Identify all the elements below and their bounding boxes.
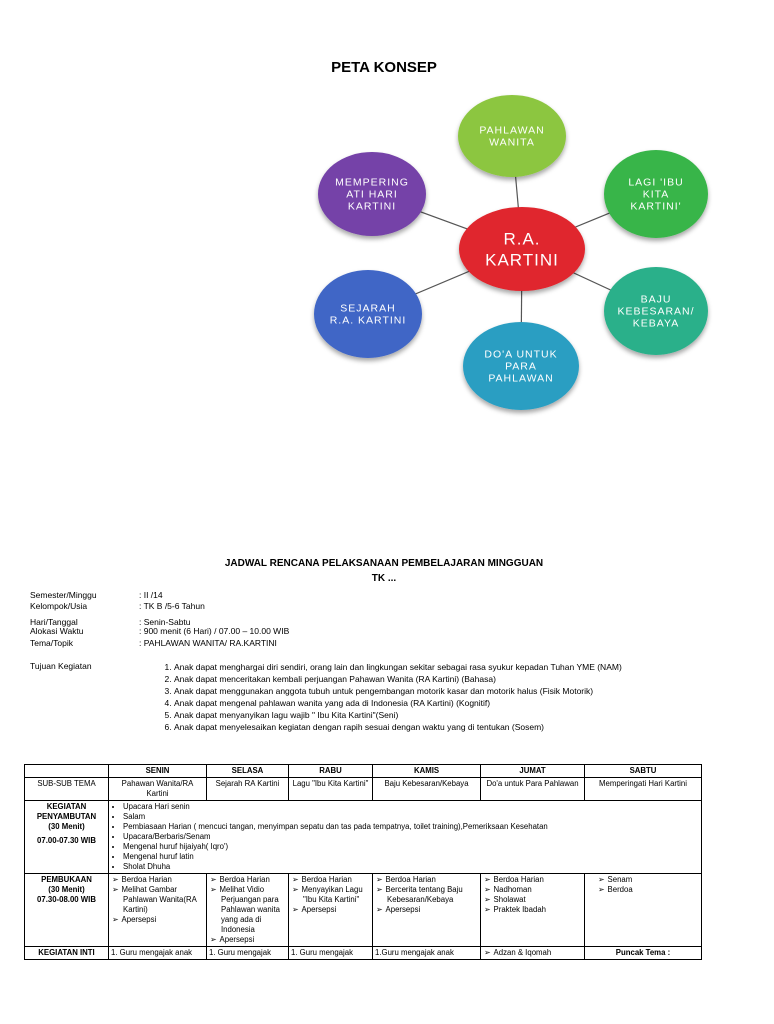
list-item: ➢ Nadhoman <box>495 885 582 895</box>
subtema-cell: Memperingati Hari Kartini <box>585 778 702 801</box>
goal-item: 6. Anak dapat menyelesaikan kegiatan dengan rapih sesuai dengan waktu yang di tentukan (Sosem) <box>174 721 774 733</box>
list-item: ➢ Bercerita tentang Baju Kebesaran/Kebaya <box>387 885 478 905</box>
label-line: KEGIATAN <box>46 802 87 811</box>
header-day: SABTU <box>585 765 702 778</box>
label-line: PENYAMBUTAN <box>36 812 97 821</box>
schedule-subtitle: TK ... <box>371 573 397 584</box>
list-item: ➢ Menyayikan Lagu "Ibu Kita Kartini" <box>303 885 370 905</box>
node-bottom-label: PAHLAWAN <box>488 372 554 385</box>
pembukaan-cell-senin <box>109 874 207 947</box>
node-bottom-left-label: SEJARAH <box>340 302 396 315</box>
goal-item: 3. Anak dapat menggunakan anggota tubuh untuk pengembangan motorik kasar dan motorik halus (Fisik Motorik) <box>174 685 774 697</box>
list-item: ➢ Berdoa Harian <box>123 875 204 885</box>
activity-list <box>587 875 699 895</box>
pembukaan-cell-sabtu <box>585 874 702 947</box>
label-line: (30 Menit) <box>48 885 85 894</box>
list-item: ➢ Senam <box>609 875 699 885</box>
inti-cell: 1. Guru mengajak anak <box>109 947 207 960</box>
meta-value-semester: : II /14 <box>139 590 163 600</box>
list-item: • Sholat Dhuha <box>123 862 699 872</box>
header-day: SENIN <box>109 765 207 778</box>
node-top-left <box>318 152 426 236</box>
penyambutan-list <box>111 802 699 872</box>
list-item: • Mengenal huruf latin <box>123 852 699 862</box>
inti-cell <box>481 947 585 960</box>
row-label-subtema: SUB-SUB TEMA <box>25 778 109 801</box>
list-item: ➢ Berdoa Harian <box>495 875 582 885</box>
node-top-right-label: KITA <box>642 188 670 201</box>
node-top-right-label: KARTINI' <box>630 200 682 213</box>
meta-label-tema: Tema/Topik <box>30 638 73 648</box>
node-bottom-right-label: KEBESARAN/ <box>617 305 695 318</box>
list-item: ➢ Praktek Ibadah <box>495 905 582 915</box>
activity-list <box>291 875 370 915</box>
node-top-left-label: ATI HARI <box>346 188 398 201</box>
list-item: • Pembiasaan Harian ( mencuci tangan, menyimpan sepatu dan tas pada tempatnya, toilet training),Pemeriksaan Kesehatan <box>123 822 699 832</box>
node-center-shape <box>459 207 585 291</box>
goals-list <box>158 661 774 733</box>
activity-list <box>375 875 478 915</box>
penyambutan-cell <box>109 801 702 874</box>
list-item: ➢ Sholawat <box>495 895 582 905</box>
node-top <box>458 95 566 177</box>
inti-cell: 1. Guru mengajak <box>207 947 289 960</box>
meta-value-tema: : PAHLAWAN WANITA/ RA.KARTINI <box>139 638 277 648</box>
subtema-cell: Do'a untuk Para Pahlawan <box>481 778 585 801</box>
label-line: (30 Menit) <box>48 822 85 831</box>
node-center <box>459 207 585 291</box>
node-bottom-left <box>314 270 422 358</box>
list-item: ➢ Apersepsi <box>123 915 204 925</box>
meta-value-hari: : Senin-Sabtu <box>139 617 191 627</box>
goal-item: 5. Anak dapat menyanyikan lagu wajib " Ibu Kita Kartini"(Seni) <box>174 709 774 721</box>
pembukaan-cell-rabu <box>289 874 373 947</box>
node-top-label: WANITA <box>489 136 535 149</box>
table-row <box>25 801 702 874</box>
node-center-label: R.A. <box>503 229 541 249</box>
pembukaan-cell-jumat <box>481 874 585 947</box>
header-day: SELASA <box>207 765 289 778</box>
list-item: ➢ Apersepsi <box>221 935 286 945</box>
row-label-inti: KEGIATAN INTI <box>25 947 109 960</box>
schedule-title: JADWAL RENCANA PELAKSANAAN PEMBELAJARAN MINGGUAN <box>224 558 544 569</box>
list-item: ➢ Melihat Gambar Pahlawan Wanita(RA Kartini) <box>123 885 204 915</box>
node-top-left-label: MEMPERING <box>335 176 409 189</box>
node-center-label: KARTINI <box>485 250 559 270</box>
node-bottom-left-label: R.A. KARTINI <box>329 314 407 327</box>
label-line: PEMBUKAAN <box>41 875 92 884</box>
node-top-label: PAHLAWAN <box>479 124 545 137</box>
row-label-penyambutan <box>25 801 109 874</box>
meta-label-semester: Semester/Minggu <box>30 590 97 600</box>
list-item: • Upacara/Berbaris/Senam <box>123 832 699 842</box>
subtema-cell: Pahawan Wanita/RA Kartini <box>109 778 207 801</box>
node-bottom-right-label: BAJU <box>640 293 672 306</box>
concept-map <box>310 92 695 412</box>
activity-list <box>111 875 204 925</box>
header-empty <box>25 765 109 778</box>
list-item: ➢ Berdoa Harian <box>221 875 286 885</box>
header-day: RABU <box>289 765 373 778</box>
table-header-row <box>25 765 702 778</box>
goal-item: 4. Anak dapat mengenal pahlawan wanita yang ada di Indonesia (RA Kartini) (Kognitif) <box>174 697 774 709</box>
label-line: 07.00-07.30 WIB <box>37 836 96 845</box>
header-day: KAMIS <box>373 765 481 778</box>
activity-list <box>209 875 286 945</box>
goal-item: 1. Anak dapat menghargai diri sendiri, orang lain dan lingkungan sekitar sebagai rasa syukur kepadan Tuhan YME (NAM) <box>174 661 774 673</box>
inti-cell: Puncak Tema : <box>585 947 702 960</box>
meta-label-alokasi: Alokasi Waktu <box>30 626 84 636</box>
table-row <box>25 947 702 960</box>
node-bottom-label: PARA <box>505 360 537 373</box>
schedule-table <box>24 764 702 960</box>
node-bottom-right <box>604 267 708 355</box>
meta-value-kelompok: : TK B /5-6 Tahun <box>139 601 205 611</box>
node-top-right <box>604 150 708 238</box>
goal-item: 2. Anak dapat menceritakan kembali perjuangan Pahawan Wanita (RA Kartini) (Bahasa) <box>174 673 774 685</box>
list-item: • Upacara Hari senin <box>123 802 699 812</box>
header-day: JUMAT <box>481 765 585 778</box>
meta-label-kelompok: Kelompok/Usia <box>30 601 88 611</box>
list-item: ➢ Berdoa Harian <box>387 875 478 885</box>
meta-label-hari: Hari/Tanggal <box>30 617 78 627</box>
page-title: PETA KONSEP <box>331 59 437 76</box>
list-item: • Mengenal huruf hijaiyah( Iqro') <box>123 842 699 852</box>
node-top-left-label: KARTINI <box>347 200 397 213</box>
goals-label: Tujuan Kegiatan <box>30 661 92 671</box>
node-bottom-right-label: KEBAYA <box>632 317 680 330</box>
list-item: ➢ Melihat Vidio Perjuangan para Pahlawan wanita yang ada di Indonesia <box>221 885 286 935</box>
list-item: • Salam <box>123 812 699 822</box>
table-row <box>25 874 702 947</box>
inti-cell: 1.Guru mengajak anak <box>373 947 481 960</box>
subtema-cell: Sejarah RA Kartini <box>207 778 289 801</box>
node-top-right-label: LAGI 'IBU <box>628 176 684 189</box>
pembukaan-cell-selasa <box>207 874 289 947</box>
list-item: ➢ Berdoa Harian <box>303 875 370 885</box>
activity-list <box>483 948 582 958</box>
list-item: ➢ Adzan & Iqomah <box>495 948 582 958</box>
table-row <box>25 778 702 801</box>
subtema-cell: Lagu "Ibu Kita Kartini" <box>289 778 373 801</box>
list-item: ➢ Apersepsi <box>387 905 478 915</box>
node-bottom-label: DO'A UNTUK <box>484 348 558 361</box>
subtema-cell: Baju Kebesaran/Kebaya <box>373 778 481 801</box>
node-bottom <box>463 322 579 410</box>
inti-cell: 1. Guru mengajak <box>289 947 373 960</box>
list-item: ➢ Apersepsi <box>303 905 370 915</box>
list-item: ➢ Berdoa <box>609 885 699 895</box>
row-label-pembukaan <box>25 874 109 947</box>
label-line: 07.30-08.00 WIB <box>37 895 96 904</box>
pembukaan-cell-kamis <box>373 874 481 947</box>
activity-list <box>483 875 582 915</box>
meta-value-alokasi: : 900 menit (6 Hari) / 07.00 – 10.00 WIB <box>139 626 290 636</box>
